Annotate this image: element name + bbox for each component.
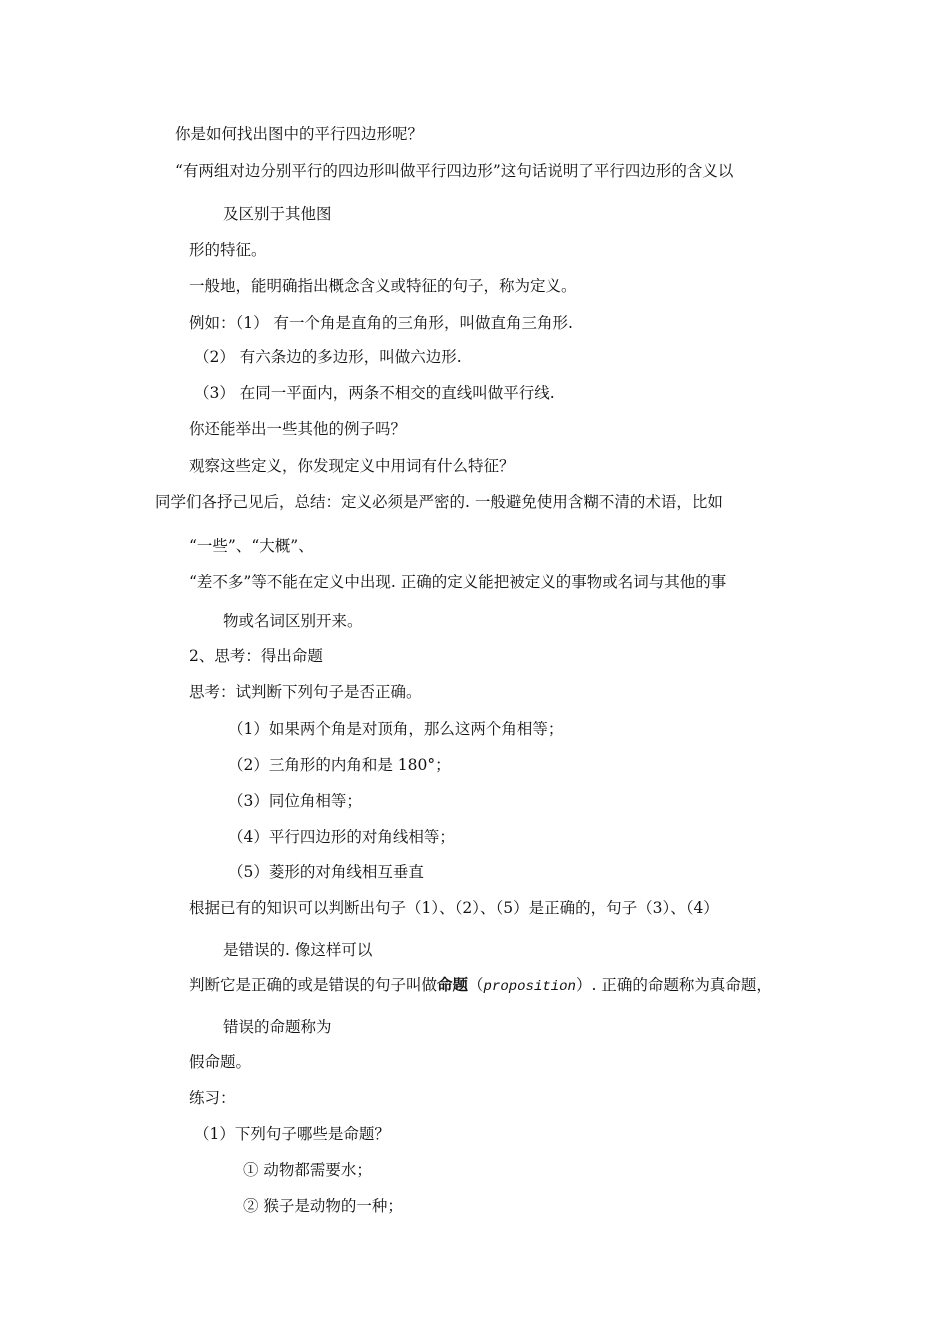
text-line: 形的特征。 — [189, 241, 267, 259]
list-item: ② 猴子是动物的一种； — [243, 1197, 403, 1215]
text-line: 一般地，能明确指出概念含义或特征的句子，称为定义。 — [189, 277, 577, 295]
list-item: ① 动物都需要水； — [243, 1161, 372, 1179]
list-item: （1）如果两个角是对顶角，那么这两个角相等； — [228, 720, 564, 738]
list-item: （3）同位角相等； — [228, 792, 362, 810]
text-span: （ — [468, 976, 484, 994]
proposition-term: 命题 — [437, 975, 469, 994]
text-span: ）. 正确的命题称为真命题， — [575, 976, 772, 994]
text-line: 假命题。 — [189, 1053, 252, 1071]
text-line: 错误的命题称为 — [223, 1018, 332, 1036]
text-line: 你是如何找出图中的平行四边形呢？ — [175, 125, 424, 143]
exercise-heading: 练习： — [189, 1089, 236, 1107]
exercise-question: （1）下列句子哪些是命题？ — [194, 1125, 390, 1143]
list-item: （5）菱形的对角线相互垂直 — [228, 863, 424, 881]
text-span: 判断它是正确的或是错误的句子叫做 — [189, 976, 438, 994]
text-line: “差不多”等不能在定义中出现. 正确的定义能把被定义的事物或名词与其他的事 — [189, 573, 727, 591]
text-line: 观察这些定义，你发现定义中用词有什么特征？ — [189, 457, 515, 475]
text-line: 根据已有的知识可以判断出句子（1）、（2）、（5）是正确的，句子（3）、（4） — [189, 899, 719, 917]
text-line: 例如：（1） 有一个角是直角的三角形，叫做直角三角形. — [189, 314, 573, 332]
text-line: 物或名词区别开来。 — [223, 612, 363, 630]
text-line: （2） 有六条边的多边形，叫做六边形. — [194, 348, 462, 366]
text-line: 思考：试判断下列句子是否正确。 — [189, 683, 422, 701]
text-line: “有两组对边分别平行的四边形叫做平行四边形”这句话说明了平行四边形的含义以 — [175, 162, 734, 180]
text-line: （3） 在同一平面内，两条不相交的直线叫做平行线. — [194, 384, 555, 402]
text-line: 是错误的. 像这样可以 — [223, 941, 373, 959]
section-heading: 2、思考：得出命题 — [189, 647, 323, 665]
list-item: （2）三角形的内角和是 180°； — [228, 756, 451, 774]
text-line: 你还能举出一些其他的例子吗？ — [189, 420, 407, 438]
text-line: “一些”、“大概”、 — [189, 537, 314, 555]
proposition-definition-line — [189, 975, 772, 997]
list-item: （4）平行四边形的对角线相等； — [228, 828, 455, 846]
proposition-english-term: proposition — [483, 979, 576, 995]
text-line: 及区别于其他图 — [223, 205, 332, 223]
text-line: 同学们各抒己见后，总结：定义必须是严密的. 一般避免使用含糊不清的术语，比如 — [155, 493, 723, 511]
